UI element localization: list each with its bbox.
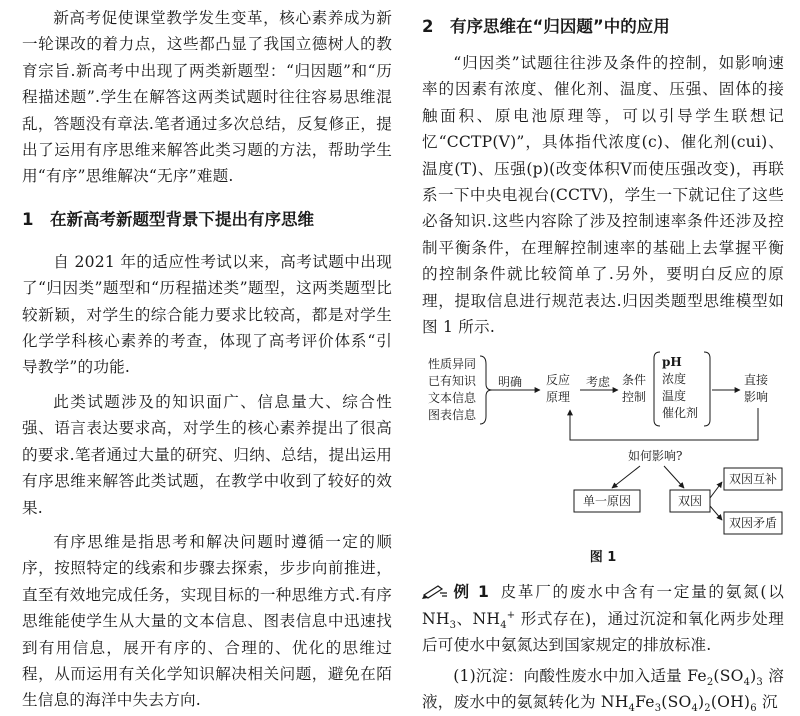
single-cause-label: 单一原因 <box>583 494 632 509</box>
section-1-title: 在新高考新题型背景下提出有序思维 <box>50 209 314 229</box>
example-1-paragraph <box>422 579 784 658</box>
condition-item: 浓度 <box>662 372 687 387</box>
superscript: + <box>506 609 516 621</box>
input-item: 图表信息 <box>428 408 477 423</box>
condition-item: 温度 <box>662 389 687 404</box>
right-bracket-icon <box>704 352 710 426</box>
subscript: 4 <box>743 676 751 688</box>
right-column <box>422 0 784 716</box>
condition-item: 催化剂 <box>662 406 699 421</box>
subscript: 3 <box>654 703 662 715</box>
node-condition: 控制 <box>622 390 647 405</box>
section-1-number: 1 <box>22 209 34 229</box>
example-pencil-icon <box>422 583 448 599</box>
dual-complement-label: 双因互补 <box>729 472 778 487</box>
section-1-paragraph: 有序思维是指思考和解决问题时遵循一定的顺序，按照特定的线索和步骤去探索，步步向前推进，直至有效地完成任务，实现目标的一种思维方式.有序思维能使学生从大量的文本信息、图表信息中迅速找到有用信息，展开有序的、合理的、优化的思维过程，从而运用有关化学知识解决相关问题，避免在陌生信息的海洋中失去方向. <box>22 532 392 710</box>
node-condition: 条件 <box>622 373 647 388</box>
section-2-number: 2 <box>422 17 434 36</box>
figure-caption: 图 1 <box>589 550 617 566</box>
example-text: ) <box>698 693 705 712</box>
arrow-icon <box>710 506 722 520</box>
node-reaction: 原理 <box>546 390 571 405</box>
node-reaction: 反应 <box>546 373 571 388</box>
example-text: ) <box>750 666 757 685</box>
left-bracket-icon <box>654 352 660 426</box>
brace-icon <box>480 356 492 424</box>
subscript: 6 <box>750 703 757 715</box>
arrow-label-clarify: 明确 <box>498 375 523 390</box>
example-text: 、NH <box>456 609 501 628</box>
dual-cause-label: 双因 <box>678 494 703 509</box>
subscript: 2 <box>704 703 711 715</box>
arrow-label-consider: 考虑 <box>586 375 611 390</box>
node-effect: 影响 <box>744 390 769 405</box>
thinking-model-diagram <box>422 348 784 554</box>
section-1-heading <box>22 207 392 233</box>
example-label: 例 1 <box>452 583 490 602</box>
example-part-1 <box>422 663 784 716</box>
section-2-heading <box>422 14 784 40</box>
figure-1 <box>422 348 784 554</box>
arrow-icon <box>664 466 684 488</box>
example-text: 皮革厂的废水中含有一定量的氨氮(以 NH <box>422 583 784 628</box>
subscript: 4 <box>500 619 507 631</box>
section-1-paragraph: 自 2021 年的适应性考试以来，高考试题中出现了“归因类”题型和“历程描述类”题型，这两类题型比较新颖，对学生的综合能力要求比较高，都是对学生化学学科核心素养的考查，体现了高考评价体系“引导教学”的功能. <box>22 252 392 377</box>
question-label: 如何影响? <box>628 449 683 464</box>
left-column <box>22 0 392 714</box>
dual-conflict-label: 双因矛盾 <box>729 516 778 531</box>
subscript: 2 <box>706 676 714 688</box>
input-item: 已有知识 <box>428 374 477 389</box>
example-text: 沉 <box>756 693 778 712</box>
example-text: Fe <box>635 693 655 712</box>
condition-item: pH <box>662 355 682 370</box>
example-text: (1)沉淀：向酸性废水中加入适量 Fe <box>453 666 707 685</box>
arrow-icon <box>710 482 722 498</box>
section-2-title: 有序思维在“归因题”中的应用 <box>450 17 670 36</box>
example-text: (OH) <box>710 693 751 712</box>
example-text: 溶液，废水中的氨氮转化为 NH <box>422 666 784 712</box>
intro-paragraph: 新高考促使课堂教学发生变革，核心素养成为新一轮课改的着力点，这些都凸显了我国立德树人的教育宗旨.新高考中出现了两类新题型：“归因题”和“历程描述题”.学生在解答这两类试题时往往容易思维混乱，答题没有章法.笔者通过多次总结，反复修正，提出了运用有序思维来解答此类习题的方法，帮助学生用“有序”思维解决“无序”难题. <box>22 9 392 186</box>
input-item: 文本信息 <box>428 391 477 406</box>
example-text: (SO <box>713 666 744 685</box>
node-effect: 直接 <box>744 373 769 388</box>
section-1-paragraph: 此类试题涉及的知识面广、信息量大、综合性强、语言表达要求高，对学生的核心素养提出了很高的要求.笔者通过大量的研究、归纳、总结，提出运用有序思维来解答此类试题，在教学中收到了较好的效果. <box>22 392 392 517</box>
subscript: 4 <box>628 703 636 715</box>
input-item: 性质异同 <box>428 357 477 372</box>
subscript: 3 <box>756 676 763 688</box>
subscript: 4 <box>691 703 698 715</box>
subscript: 3 <box>449 619 457 631</box>
example-text: 形式存在)，通过沉淀和氧化两步处理后可使水中氨氮达到国家规定的排放标准. <box>422 609 784 655</box>
arrow-icon <box>612 466 640 488</box>
section-2-paragraph: “归因类”试题往往涉及条件的控制，如影响速率的因素有浓度、催化剂、温度、压强、固体的接触面积、原电池原理等，可以引导学生联想记忆“CCTP(V)”，具体指代浓度(c)、催化剂(cui)、温度(T)、压强(p)(改变体积V而使压强改变)，再联系一下中央电视台(CCTV)，学生一下就记住了这些必备知识.这些内容除了涉及控制速率条件还涉及控制平衡条件，在理解控制速率的基础上去掌握平衡的控制条件就比较简单了.另外，要明白反应的原理，提取信息进行规范表达.归因类题型思维模型如图 1 所示. <box>422 54 784 337</box>
example-text: (SO <box>661 693 692 712</box>
